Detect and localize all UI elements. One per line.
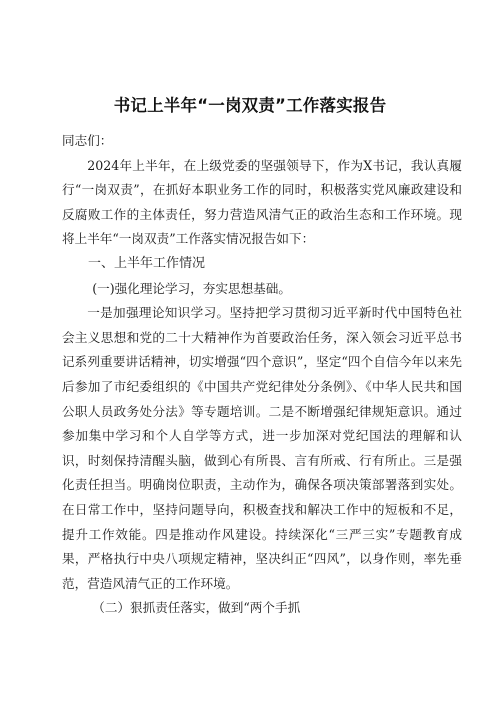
document-title: 书记上半年“一岗双责”工作落实报告 <box>113 96 387 115</box>
subsection-body-1: 一是加强理论知识学习。坚持把学习贯彻习近平新时代中国特色社会主义思想和党的二十大精神作为首要政治任务，深入领会习近平总书记系列重要讲话精神，切实增强“四个意识”，坚定“四个自信今年以来先后参加了市纪委组织的《中国共产党纪律处分条例》、《中华人民共和国公职人员政务处分法》等专题培训。二是不断增强纪律规矩意识。通过参加集中学习和个人自学等方式，进一步加深对党纪国法的理解和认识，时刻保持清醒头脑，做到心有所畏、言有所戒、行有所止。三是强化责任担当。明确岗位职责，主动作为，确保各项决策部署落到实处。在日常工作中，坚持问题导向，积极查找和解决工作中的短板和不足，提升工作效能。四是推动作风建设。持续深化“三严三实”专题教育成果，严格执行中央八项规定精神，坚决纠正“四风”，以身作则，率先垂范，营造风清气正的工作环境。 <box>62 305 462 591</box>
subsection-heading-1: (一)强化理论学习，夯实思想基础。 <box>92 280 291 296</box>
subsection-heading-2: （二）狠抓责任落实，做到“两个手抓 <box>92 600 301 616</box>
salutation: 同志们： <box>62 133 113 148</box>
intro-paragraph: 2024年上半年，在上级党委的坚强领导下，作为X书记，我认真履行“一岗双责”，在抓好本职业务工作的同时，积极落实党风廉政建设和反腐败工作的主体责任，努力营造风清气正的政治生态和工作环境。现将上半年“一岗双责”工作落实情况报告如下： <box>62 157 462 247</box>
section-heading-1: 一、上半年工作情况 <box>88 255 206 271</box>
document-body <box>62 129 462 621</box>
